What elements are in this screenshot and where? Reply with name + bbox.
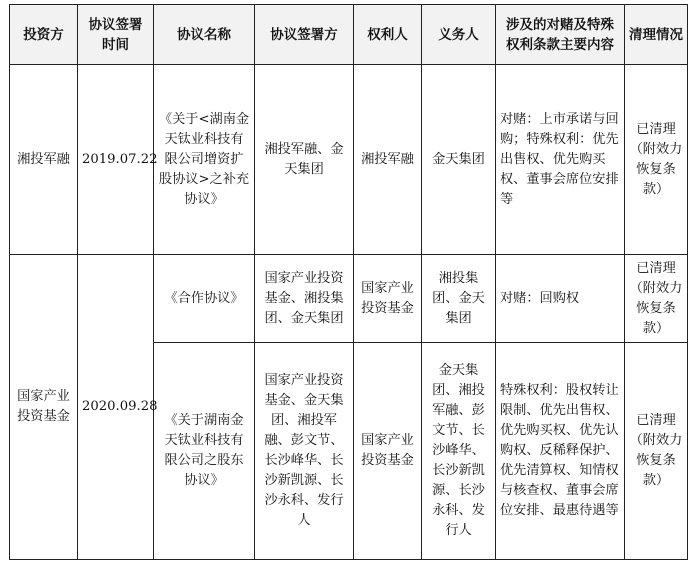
row2-obligee: 国家产业投资基金 <box>354 255 422 343</box>
row1-name: 《关于<湖南金天钛业科技有限公司增资扩股协议>之补充协议》 <box>154 65 255 255</box>
header-row <box>10 5 688 65</box>
row3-obligor: 金天集团、湘投军融、彭文节、长沙峰华、长沙新凯源、长沙永科、发行人 <box>422 343 496 560</box>
row2-obligor: 湘投集团、金天集团 <box>422 255 496 343</box>
row2-name: 《合作协议》 <box>154 255 255 343</box>
row3-status: 已清理（附效力恢复条款） <box>625 343 688 560</box>
row2-parties: 国家产业投资基金、湘投集团、金天集团 <box>255 255 354 343</box>
row3-obligee: 国家产业投资基金 <box>354 343 422 560</box>
header-obligee: 权利人 <box>354 5 422 65</box>
row1-terms: 对赌：上市承诺与回购；特殊权利：优先出售权、优先购买权、董事会席位安排等 <box>496 65 625 255</box>
row2-status: 已清理（附效力恢复条款） <box>625 255 688 343</box>
row3-terms: 特殊权利：股权转让限制、优先出售权、优先购买权、优先认购权、反稀释保护、优先清算权、知情权与核查权、董事会席位安排、最惠待遇等 <box>496 343 625 560</box>
row1-obligee: 湘投军融 <box>354 65 422 255</box>
row2-date: 2020.09.28 <box>78 255 154 560</box>
row3-name: 《关于湖南金天钛业科技有限公司之股东协议》 <box>154 343 255 560</box>
row1-status: 已清理（附效力恢复条款） <box>625 65 688 255</box>
header-parties: 协议签署方 <box>255 5 354 65</box>
header-name: 协议名称 <box>154 5 255 65</box>
header-obligor: 义务人 <box>422 5 496 65</box>
row2-investor: 国家产业投资基金 <box>10 255 78 560</box>
header-status: 清理情况 <box>625 5 688 65</box>
agreements-table <box>9 4 688 560</box>
row1-obligor: 金天集团 <box>422 65 496 255</box>
row3-parties: 国家产业投资基金、金天集团、湘投军融、彭文节、长沙峰华、长沙新凯源、长沙永科、发行人 <box>255 343 354 560</box>
row1-parties: 湘投军融、金天集团 <box>255 65 354 255</box>
header-investor: 投资方 <box>10 5 78 65</box>
row1-investor: 湘投军融 <box>10 65 78 255</box>
table-row <box>10 255 688 343</box>
row1-date: 2019.07.22 <box>78 65 154 255</box>
table-row <box>10 65 688 255</box>
header-date: 协议签署时间 <box>78 5 154 65</box>
header-terms: 涉及的对赌及特殊权利条款主要内容 <box>496 5 625 65</box>
row2-terms: 对赌：回购权 <box>496 255 625 343</box>
